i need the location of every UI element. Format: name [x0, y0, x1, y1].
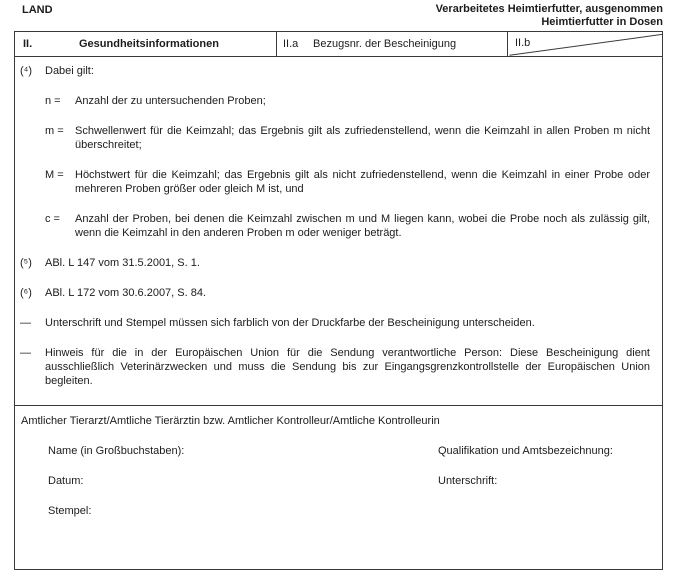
qualification-field-label: Qualifikation und Amtsbezeichnung: [438, 445, 613, 457]
signature-section-heading: Amtlicher Tierarzt/Amtliche Tierärztin bzw. Amtlicher Kontrolleur/Amtliche Kontrolleurin [21, 415, 440, 427]
part-title: Gesundheitsinformationen [79, 38, 219, 50]
definition-c-text: Anzahl der Proben, bei denen die Keimzahl zwischen m und M liegen kann, wobei die Probe noch als zulässig gilt, wenn die Keimzahl in den anderen Proben m oder weniger beträgt. [75, 213, 650, 239]
dash-marker: — [20, 317, 31, 329]
signature-field-row [48, 504, 650, 518]
footnote-4-marker: (⁴) [20, 65, 33, 77]
footnote-6 [20, 286, 650, 300]
signature-field-row [48, 474, 650, 488]
certificate-reference-cell [277, 32, 508, 56]
definition-n-symbol: n = [45, 95, 61, 107]
note-signature-colour-text: Unterschrift und Stempel müssen sich farblich von der Druckfarbe der Bescheinigung unterscheiden. [45, 317, 535, 329]
ref-number: II.a [283, 38, 299, 50]
empty-cell [438, 504, 650, 518]
definition-n [45, 94, 650, 108]
certificate-title-line1: Verarbeitetes Heimtierfutter, ausgenommen [435, 3, 663, 15]
date-field-label: Datum: [48, 475, 84, 487]
signature-field-label: Unterschrift: [438, 475, 498, 487]
signature-field-row [48, 444, 650, 458]
footnote-6-text: ABl. L 172 vom 30.6.2007, S. 84. [45, 287, 207, 299]
table-header-row [15, 32, 662, 57]
signature-section [15, 405, 662, 569]
footnote-4 [20, 64, 650, 78]
stamp-field-label: Stempel: [48, 505, 92, 517]
footnote-6-marker: (⁶) [20, 287, 32, 299]
definition-n-text: Anzahl der zu untersuchenden Proben; [75, 95, 266, 107]
diagonal-strike-line [508, 32, 662, 56]
definition-M [45, 168, 650, 196]
definition-m-text: Schwellenwert für die Keimzahl; das Ergebnis gilt als zufriedenstellend, wenn die Keimzahl in allen Proben m nicht überschreitet; [75, 125, 650, 151]
local-ref-number: II.b [515, 37, 531, 49]
certificate-title-line2: Heimtierfutter in Dosen [541, 16, 663, 28]
definition-c [45, 212, 650, 240]
definition-m-symbol: m = [45, 125, 64, 137]
definition-M-symbol: M = [45, 169, 64, 181]
note-signature-colour [20, 316, 650, 330]
footnote-5-text: ABl. L 147 vom 31.5.2001, S. 1. [45, 257, 200, 269]
certificate-table [14, 31, 663, 570]
definition-m [45, 124, 650, 152]
note-responsible-person-text: Hinweis für die in der Europäischen Union für die Sendung verantwortliche Person: Diese Bescheinigung dient ausschließlich Veterinärzwecken und muss die Sendung bis zur Eingangsgrenzkontrollstelle der Europäischen Union begleiten. [45, 347, 650, 387]
name-field-label: Name (in Großbuchstaben): [48, 445, 185, 457]
definition-M-text: Höchstwert für die Keimzahl; das Ergebnis gilt als nicht zufriedenstellend, wenn die Keimzahl in einer Probe oder mehreren Proben größer oder gleich M ist, und [75, 169, 650, 195]
dash-marker: — [20, 347, 31, 359]
health-information-notes [15, 57, 662, 405]
definition-c-symbol: c = [45, 213, 60, 225]
certificate-title [436, 3, 663, 29]
part-header-cell [15, 32, 277, 56]
footnote-5-marker: (⁵) [20, 257, 32, 269]
note-responsible-person [20, 346, 650, 388]
country-label: LAND [22, 4, 53, 16]
part-number: II. [23, 38, 33, 50]
footnote-5 [20, 256, 650, 270]
local-reference-cell [508, 32, 662, 56]
ref-title: Bezugsnr. der Bescheinigung [313, 38, 457, 50]
footnote-4-text: Dabei gilt: [45, 65, 94, 77]
